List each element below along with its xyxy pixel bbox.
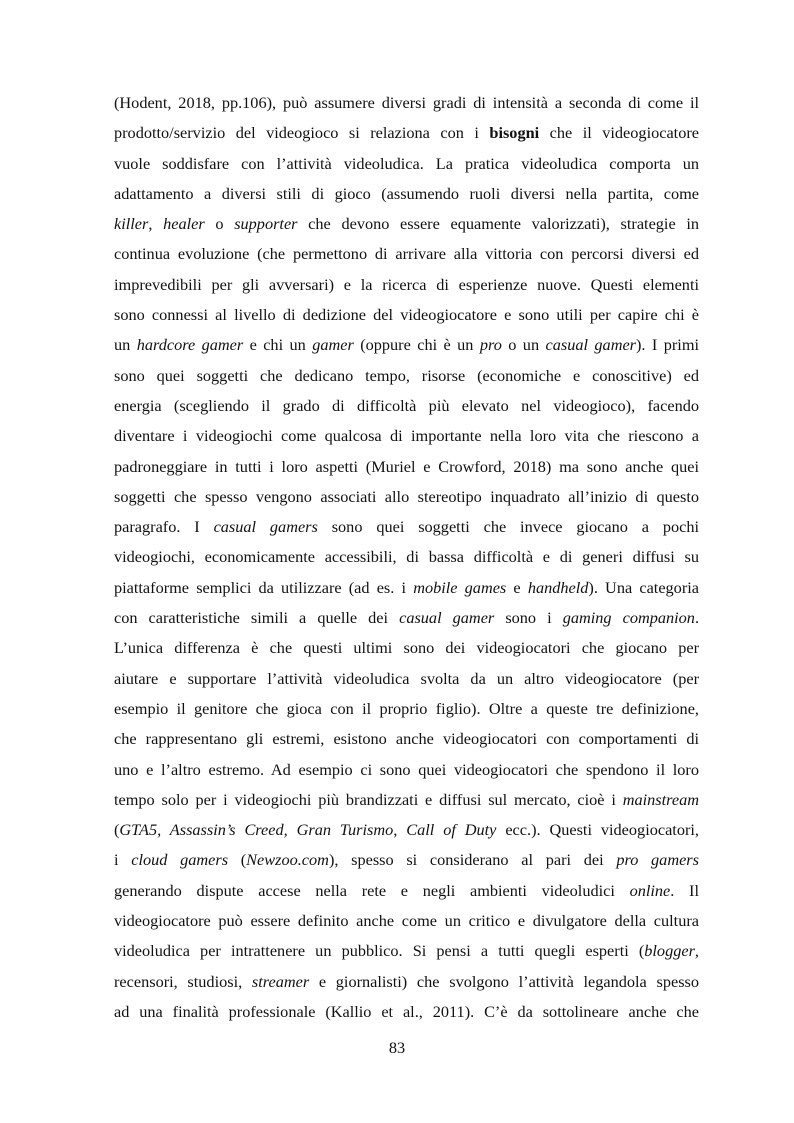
text-line <box>114 542 699 572</box>
text-run: vuole soddisfare con l’attività videoludica. La pratica videoludica comporta un <box>114 153 699 173</box>
text-line <box>114 724 699 754</box>
italic-term: GTA5, Assassin’s Creed, Gran Turismo, Call of Duty <box>119 820 497 840</box>
italic-term: supporter <box>234 214 298 234</box>
text-run: ( <box>114 820 120 840</box>
text-line <box>114 421 699 451</box>
text-run: imprevedibili per gli avversari) e la ricerca di esperienze nuove. Questi elementi <box>114 274 699 294</box>
text-line <box>114 694 699 724</box>
text-line <box>114 239 699 269</box>
text-run: esempio il genitore che gioca con il proprio figlio). Oltre a queste tre definizione, <box>114 698 699 718</box>
text-run: sono quei soggetti che dedicano tempo, risorse (economiche e conoscitive) ed <box>114 365 699 385</box>
text-run: che rappresentano gli estremi, esistono anche videogiocatori con comportamenti di <box>114 729 699 749</box>
bold-term: bisogni <box>489 123 540 143</box>
text-run: . <box>694 608 699 628</box>
text-line <box>114 270 699 300</box>
text-run: sono quei soggetti che invece giocano a pochi <box>317 517 699 537</box>
text-run: ad una finalità professionale (Kallio et al., 2011). C’è da sottolineare anche che <box>114 1001 699 1021</box>
text-run: o <box>204 214 235 234</box>
text-line <box>114 330 699 360</box>
italic-term: mobile games <box>413 577 507 597</box>
text-run: videoludica per intrattenere un pubblico. Si pensi a tutti quegli esperti ( <box>114 941 645 961</box>
italic-term: streamer <box>251 971 310 991</box>
italic-term: casual gamer <box>545 335 637 355</box>
italic-term: blogger <box>644 941 695 961</box>
text-run: aiutare e supportare l’attività videoludica svolta da un altro videogiocatore (per <box>114 668 699 688</box>
text-run: con caratteristiche simili a quelle dei <box>114 608 400 628</box>
text-run: continua evoluzione (che permettono di arrivare alla vittoria con percorsi diversi ed <box>114 244 699 264</box>
text-run: ). Una categoria <box>588 577 699 597</box>
text-line <box>114 300 699 330</box>
italic-term: pro gamers <box>616 850 699 870</box>
body-paragraph <box>114 88 699 1027</box>
text-line <box>114 845 699 875</box>
italic-term: gamer <box>312 335 354 355</box>
text-run: ( <box>228 850 247 870</box>
text-line <box>114 936 699 966</box>
text-run: soggetti che spesso vengono associati allo stereotipo inquadrato all’inizio di questo <box>114 486 699 506</box>
text-run: , <box>148 214 164 234</box>
text-run: i <box>114 850 132 870</box>
text-line <box>114 209 699 239</box>
italic-term: casual gamers <box>213 517 318 537</box>
text-run: videogiochi, economicamente accessibili, di bassa difficoltà e di generi diffusi su <box>114 547 699 567</box>
text-run: ), spesso si considerano al pari dei <box>328 850 617 870</box>
text-run: un <box>114 335 137 355</box>
text-line <box>114 179 699 209</box>
italic-term: casual gamer <box>399 608 495 628</box>
italic-term: cloud gamers <box>131 850 229 870</box>
text-run: che il videogiocatore <box>539 123 699 143</box>
text-line <box>114 876 699 906</box>
text-line <box>114 906 699 936</box>
text-line <box>114 755 699 785</box>
text-run: diventare i videogiochi come qualcosa di importante nella loro vita che riescono a <box>114 426 699 446</box>
text-line <box>114 573 699 603</box>
text-line <box>114 633 699 663</box>
text-line <box>114 967 699 997</box>
text-run: e chi un <box>243 335 313 355</box>
text-line <box>114 391 699 421</box>
italic-term: pro <box>479 335 502 355</box>
text-run: , <box>694 941 699 961</box>
text-line <box>114 815 699 845</box>
text-run: . Il <box>670 880 699 900</box>
text-line <box>114 785 699 815</box>
text-run: energia (scegliendo il grado di difficoltà più elevato nel videogioco), facendo <box>114 395 699 415</box>
text-run: (oppure chi è un <box>353 335 480 355</box>
italic-term: Newzoo.com <box>246 850 329 870</box>
text-line <box>114 512 699 542</box>
italic-term: killer <box>114 214 149 234</box>
text-run: e giornalisti) che svolgono l’attività legandola spesso <box>309 971 699 991</box>
text-run: e <box>506 577 528 597</box>
text-run: videogiocatore può essere definito anche come un critico e divulgatore della cultura <box>114 911 699 931</box>
text-run: adattamento a diversi stili di gioco (assumendo ruoli diversi nella partita, come <box>114 183 699 203</box>
text-run: piattaforme semplici da utilizzare (ad es. i <box>114 577 414 597</box>
text-line <box>114 118 699 148</box>
text-run: sono i <box>494 608 563 628</box>
italic-term: gaming companion <box>562 608 695 628</box>
italic-term: mainstream <box>622 789 699 809</box>
text-line <box>114 361 699 391</box>
italic-term: hardcore gamer <box>136 335 244 355</box>
text-line <box>114 664 699 694</box>
text-run: uno e l’altro estremo. Ad esempio ci sono quei videogiocatori che spendono il loro <box>114 759 699 779</box>
text-line <box>114 997 699 1027</box>
page-number: 83 <box>388 1038 406 1057</box>
text-run: sono connessi al livello di dedizione del videogiocatore e sono utili per capire chi è <box>114 305 699 325</box>
text-run: recensori, studiosi, <box>114 971 252 991</box>
italic-term: healer <box>163 214 205 234</box>
text-run: o un <box>501 335 546 355</box>
text-line <box>114 603 699 633</box>
text-run: L’unica differenza è che questi ultimi sono dei videogiocatori che giocano per <box>114 638 699 658</box>
text-line <box>114 452 699 482</box>
text-line <box>114 149 699 179</box>
text-run: generando dispute accese nella rete e negli ambienti videoludici <box>114 880 630 900</box>
italic-term: online <box>629 880 671 900</box>
text-run: ecc.). Questi videogiocatori, <box>496 820 699 840</box>
text-run: che devono essere equamente valorizzati), strategie in <box>297 214 699 234</box>
italic-term: handheld <box>527 577 589 597</box>
text-run: tempo solo per i videogiochi più brandizzati e diffusi sul mercato, cioè i <box>114 789 623 809</box>
text-run: paragrafo. I <box>114 517 214 537</box>
text-run: ). I primi <box>636 335 699 355</box>
text-run: prodotto/servizio del videogioco si relaziona con i <box>114 123 490 143</box>
text-line <box>114 482 699 512</box>
text-run: (Hodent, 2018, pp.106), può assumere diversi gradi di intensità a seconda di come il <box>114 93 699 112</box>
text-line <box>114 88 699 118</box>
text-run: padroneggiare in tutti i loro aspetti (Muriel e Crowford, 2018) ma sono anche quei <box>114 456 699 476</box>
